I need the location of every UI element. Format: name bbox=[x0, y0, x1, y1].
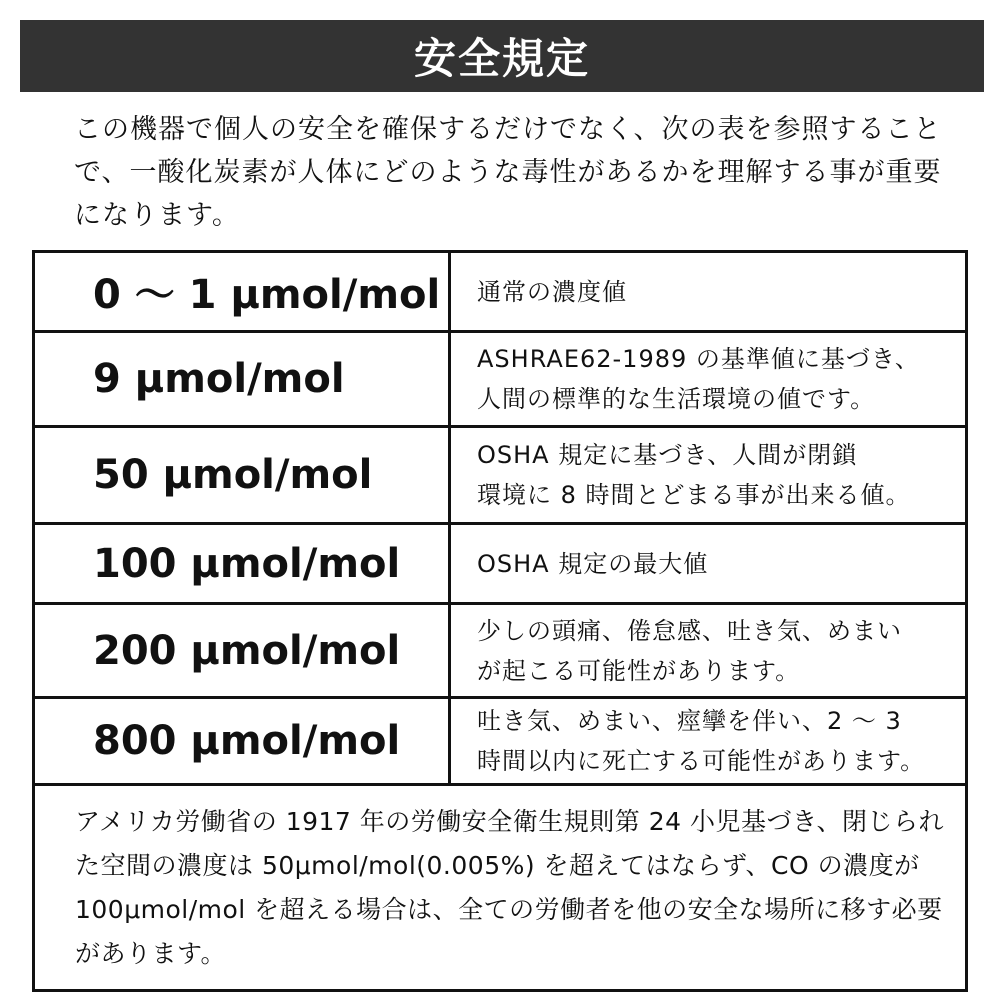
level-cell: 0 ～ 1 μmol/mol bbox=[35, 253, 451, 330]
description-cell: OSHA 規定に基づき、人間が閉鎖 環境に 8 時間とどまる事が出来る値。 bbox=[477, 441, 911, 509]
description-cell: 吐き気、めまい、痙攣を伴い、2 ～ 3 時間以内に死亡する可能性があります。 bbox=[477, 707, 926, 775]
table-row bbox=[35, 605, 965, 699]
regulation-note-box bbox=[32, 786, 968, 992]
regulation-note: アメリカ労働省の 1917 年の労働安全衛生規則第 24 小児基づき、閉じられた空間の濃度は 50μmol/mol(0.005%) を超えてはならず、CO の濃度が 100μmol/mol を超える場合は、全ての労働者を他の安全な場所に移す必要があります。 bbox=[75, 807, 944, 968]
level-cell: 100 μmol/mol bbox=[35, 525, 451, 602]
table-row bbox=[35, 428, 965, 525]
table-row bbox=[35, 333, 965, 428]
description-cell: ASHRAE62-1989 の基準値に基づき、 人間の標準的な生活環境の値です。 bbox=[477, 345, 920, 413]
level-cell: 800 μmol/mol bbox=[35, 699, 451, 783]
description-cell: 少しの頭痛、倦怠感、吐き気、めまい が起こる可能性があります。 bbox=[477, 616, 902, 685]
description-cell: 通常の濃度値 bbox=[477, 277, 627, 306]
co-level-table bbox=[32, 250, 968, 786]
table-row bbox=[35, 699, 965, 783]
page-title-banner bbox=[20, 20, 984, 92]
level-cell: 200 μmol/mol bbox=[35, 605, 451, 696]
page-title: 安全規定 bbox=[413, 34, 590, 83]
description-cell: OSHA 規定の最大値 bbox=[477, 549, 709, 578]
table-row bbox=[35, 253, 965, 333]
level-cell: 50 μmol/mol bbox=[35, 428, 451, 522]
level-cell: 9 μmol/mol bbox=[35, 333, 451, 425]
table-row bbox=[35, 525, 965, 605]
intro-paragraph: この機器で個人の安全を確保するだけでなく、次の表を参照することで、一酸化炭素が人体にどのような毒性があるかを理解する事が重要になります。 bbox=[74, 114, 942, 231]
